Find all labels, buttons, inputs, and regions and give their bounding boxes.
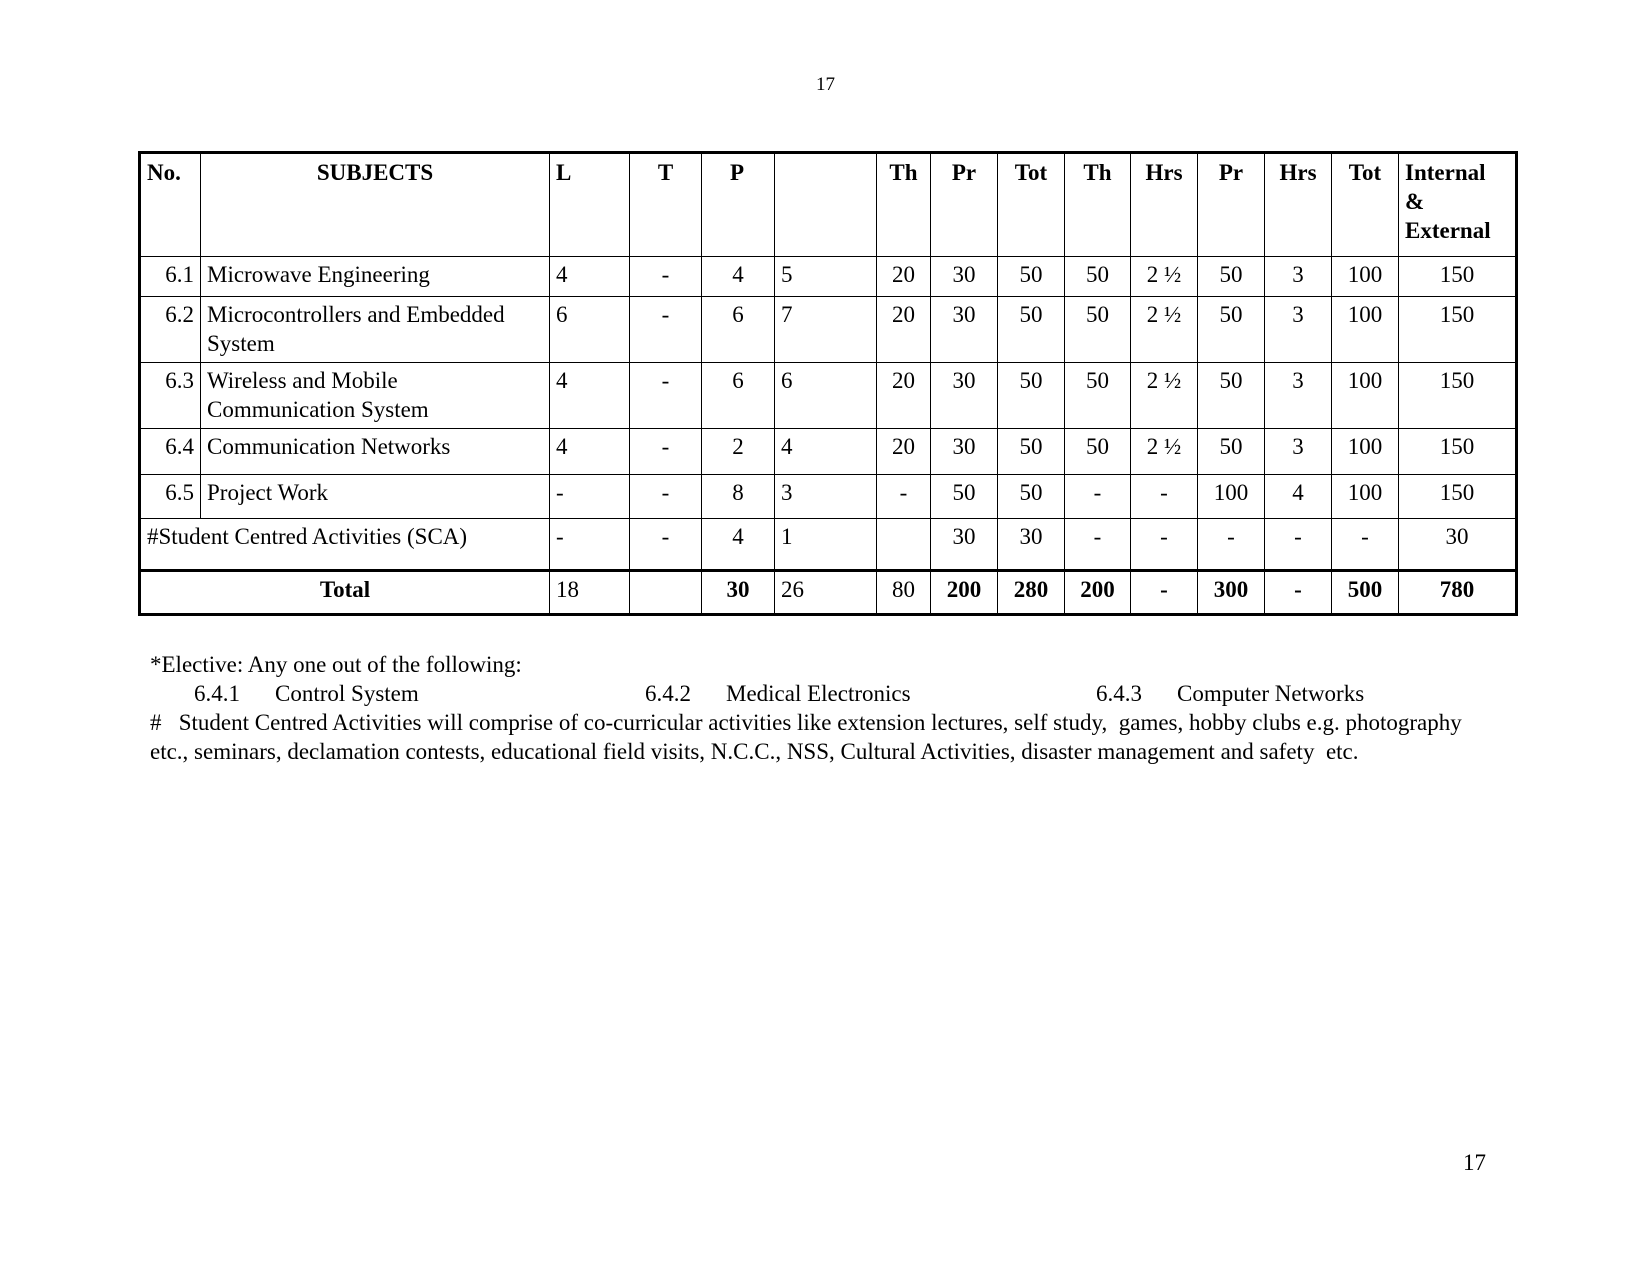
table-row (140, 429, 1517, 475)
row-cell: 50 (1198, 257, 1265, 297)
row-cell: - (1131, 475, 1198, 519)
header-p: P (702, 153, 775, 257)
row-cell: 2 ½ (1131, 429, 1198, 475)
row-number: 6.3 (140, 363, 201, 429)
sca-cell (877, 519, 931, 571)
sca-cell: - (630, 519, 702, 571)
sca-label: #Student Centred Activities (SCA) (140, 519, 550, 571)
row-cell: 4 (550, 257, 630, 297)
row-cell: 150 (1399, 363, 1517, 429)
sca-cell: - (1332, 519, 1399, 571)
row-cell: 100 (1332, 429, 1399, 475)
row-cell: 50 (998, 297, 1065, 363)
row-cell: 3 (1265, 257, 1332, 297)
row-cell: 3 (775, 475, 877, 519)
row-subject: Project Work (201, 475, 550, 519)
row-cell: 150 (1399, 475, 1517, 519)
row-cell: 2 (702, 429, 775, 475)
total-cell: 80 (877, 571, 931, 615)
row-cell: 4 (550, 363, 630, 429)
row-cell: 30 (931, 257, 998, 297)
row-cell: 150 (1399, 257, 1517, 297)
row-cell: 6 (775, 363, 877, 429)
row-cell: 50 (1065, 429, 1131, 475)
sca-cell: - (1131, 519, 1198, 571)
row-cell: - (1065, 475, 1131, 519)
row-cell: 100 (1332, 363, 1399, 429)
row-cell: 20 (877, 363, 931, 429)
total-cell: 500 (1332, 571, 1399, 615)
header-hrs: Hrs (1131, 153, 1198, 257)
row-subject: Wireless and Mobile Communication System (201, 363, 550, 429)
total-cell: 18 (550, 571, 630, 615)
total-cell: 26 (775, 571, 877, 615)
table-row (140, 297, 1517, 363)
row-cell: 6 (550, 297, 630, 363)
row-cell: - (630, 257, 702, 297)
header-subjects: SUBJECTS (201, 153, 550, 257)
page-number-bottom: 17 (1463, 1150, 1486, 1175)
row-cell: 4 (1265, 475, 1332, 519)
table-header-row (140, 153, 1517, 257)
row-cell: 50 (1198, 297, 1265, 363)
row-cell: - (630, 429, 702, 475)
row-cell: 20 (877, 297, 931, 363)
table-row (140, 257, 1517, 297)
row-number: 6.4 (140, 429, 201, 475)
table-body (140, 257, 1517, 519)
sca-cell: 30 (931, 519, 998, 571)
row-cell: 2 ½ (1131, 363, 1198, 429)
total-cell: 300 (1198, 571, 1265, 615)
row-subject: Microwave Engineering (201, 257, 550, 297)
row-cell: - (877, 475, 931, 519)
total-cell: 200 (931, 571, 998, 615)
row-cell: 6 (702, 297, 775, 363)
header-t: T (630, 153, 702, 257)
elective-code: 6.4.2 (645, 681, 691, 706)
sca-cell: - (1265, 519, 1332, 571)
row-cell: 7 (775, 297, 877, 363)
sca-note: # Student Centred Activities will comprise of co-curricular activities like extension lectures, self study, games, hobby clubs e.g. photography etc., seminars, declamation contests, educational field visits, N.C.C., NSS, Cultural Activities, disaster management and safety etc. (150, 710, 1468, 764)
row-cell: - (630, 363, 702, 429)
row-cell: 5 (775, 257, 877, 297)
total-cell: - (1265, 571, 1332, 615)
row-cell: 50 (1065, 257, 1131, 297)
sca-cell: - (550, 519, 630, 571)
header-tot-2: Tot (1332, 153, 1399, 257)
total-cell: - (1131, 571, 1198, 615)
header-blank (775, 153, 877, 257)
row-cell: 20 (877, 429, 931, 475)
row-cell: 100 (1332, 257, 1399, 297)
table-row (140, 363, 1517, 429)
notes-section (150, 650, 1490, 766)
total-cell: 780 (1399, 571, 1517, 615)
header-pr-2: Pr (1198, 153, 1265, 257)
header-internal-line: Internal (1405, 160, 1486, 185)
scheme-table (138, 151, 1518, 616)
sca-cell: 1 (775, 519, 877, 571)
sca-cell: 30 (1399, 519, 1517, 571)
row-subject: Communication Networks (201, 429, 550, 475)
header-amp-line: & (1405, 189, 1425, 214)
row-cell: - (630, 475, 702, 519)
total-cell: 280 (998, 571, 1065, 615)
row-cell: 3 (1265, 429, 1332, 475)
row-number: 6.2 (140, 297, 201, 363)
row-cell: 50 (1065, 297, 1131, 363)
header-tot: Tot (998, 153, 1065, 257)
row-cell: 50 (1198, 429, 1265, 475)
elective-intro: *Elective: Any one out of the following: (150, 652, 522, 677)
header-th-2: Th (1065, 153, 1131, 257)
elective-list (150, 679, 1490, 708)
row-cell: 4 (550, 429, 630, 475)
row-cell: 2 ½ (1131, 257, 1198, 297)
elective-code: 6.4.1 (194, 681, 240, 706)
row-cell: 50 (1198, 363, 1265, 429)
row-cell: 50 (1065, 363, 1131, 429)
row-cell: 6 (702, 363, 775, 429)
header-hrs-2: Hrs (1265, 153, 1332, 257)
row-cell: 3 (1265, 363, 1332, 429)
row-cell: 100 (1332, 297, 1399, 363)
row-cell: 30 (931, 429, 998, 475)
row-cell: 20 (877, 257, 931, 297)
row-number: 6.5 (140, 475, 201, 519)
sca-cell: 30 (998, 519, 1065, 571)
row-cell: 50 (998, 363, 1065, 429)
row-cell: 4 (702, 257, 775, 297)
row-cell: 8 (702, 475, 775, 519)
row-cell: 50 (998, 429, 1065, 475)
row-cell: 50 (998, 475, 1065, 519)
row-cell: - (630, 297, 702, 363)
elective-name: Computer Networks (1177, 681, 1365, 706)
elective-code: 6.4.3 (1096, 681, 1142, 706)
total-cell: 200 (1065, 571, 1131, 615)
sca-cell: - (1065, 519, 1131, 571)
sca-cell: 4 (702, 519, 775, 571)
row-subject: Microcontrollers and Embedded System (201, 297, 550, 363)
total-cell (630, 571, 702, 615)
sca-cell: - (1198, 519, 1265, 571)
row-cell: 150 (1399, 297, 1517, 363)
total-label: Total (140, 571, 550, 615)
row-cell: 100 (1332, 475, 1399, 519)
row-number: 6.1 (140, 257, 201, 297)
total-row (140, 571, 1517, 615)
header-no: No. (140, 153, 201, 257)
row-cell: - (550, 475, 630, 519)
row-cell: 150 (1399, 429, 1517, 475)
row-cell: 2 ½ (1131, 297, 1198, 363)
row-cell: 50 (998, 257, 1065, 297)
row-cell: 3 (1265, 297, 1332, 363)
row-cell: 30 (931, 363, 998, 429)
total-cell: 30 (702, 571, 775, 615)
row-cell: 30 (931, 297, 998, 363)
elective-name: Medical Electronics (726, 681, 911, 706)
row-cell: 50 (931, 475, 998, 519)
header-l: L (550, 153, 630, 257)
header-th: Th (877, 153, 931, 257)
page-number-top: 17 (816, 74, 835, 95)
sca-row (140, 519, 1517, 571)
elective-name: Control System (275, 681, 419, 706)
table-row (140, 475, 1517, 519)
row-cell: 4 (775, 429, 877, 475)
header-internal-external (1399, 153, 1517, 257)
header-pr: Pr (931, 153, 998, 257)
row-cell: 100 (1198, 475, 1265, 519)
header-external-line: External (1405, 218, 1491, 243)
